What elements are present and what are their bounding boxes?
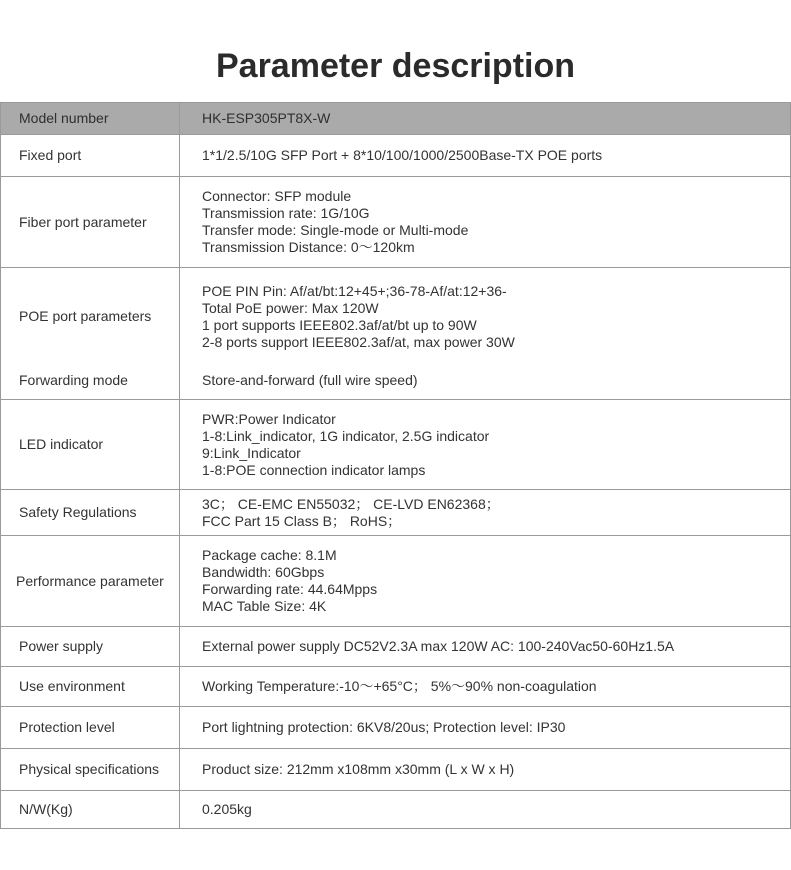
protection-value: [180, 707, 791, 749]
poe-port-line: Total PoE power: Max 120W: [202, 300, 379, 316]
poe-port-line: 2-8 ports support IEEE802.3af/at, max power 30W: [202, 334, 515, 350]
poe-forwarding-value-cell: [180, 268, 791, 400]
protection-line: Port lightning protection: 6KV8/20us; Protection level: IP30: [202, 719, 566, 735]
environment-value: [180, 667, 791, 707]
table-row-environment: [1, 667, 791, 707]
physical-label: Physical specifications: [1, 749, 180, 791]
table-row-power-supply: [1, 627, 791, 667]
model-number-label: Model number: [1, 103, 180, 135]
fiber-port-value: [180, 177, 791, 268]
environment-label: Use environment: [1, 667, 180, 707]
poe-port-value: [202, 283, 515, 351]
table-header-row: [1, 103, 791, 135]
environment-line: Working Temperature:-10～+65°C； 5%～90% non-coagulation: [202, 678, 597, 694]
led-indicator-line: 1-8:Link_indicator, 1G indicator, 2.5G indicator: [202, 427, 490, 444]
fixed-port-label: Fixed port: [1, 135, 180, 177]
page-title: Parameter description: [215, 47, 576, 85]
table-row-fiber-port: [1, 177, 791, 268]
table-row-fixed-port: [1, 135, 791, 177]
performance-line: Bandwidth: 60Gbps: [202, 564, 325, 580]
safety-label: Safety Regulations: [1, 490, 180, 536]
performance-label: Performance parameter: [1, 536, 180, 627]
power-supply-label: Power supply: [1, 627, 180, 667]
performance-value: [180, 536, 791, 627]
model-number-value: HK-ESP305PT8X-W: [180, 103, 791, 135]
table-row-weight: [1, 791, 791, 829]
fixed-port-value: [180, 135, 791, 177]
poe-port-line: POE PIN Pin: Af/at/bt:12+45+;36-78-Af/at:12+36-: [202, 283, 507, 299]
parameter-table: [0, 102, 791, 829]
safety-value: [180, 490, 791, 536]
forwarding-mode-value: Store-and-forward (full wire speed): [202, 372, 418, 388]
poe-forwarding-label-cell: [1, 268, 180, 400]
poe-port-label: POE port parameters: [19, 308, 152, 324]
performance-line: MAC Table Size: 4K: [202, 598, 327, 614]
fiber-port-label: Fiber port parameter: [1, 177, 180, 268]
table-row-performance: [1, 536, 791, 627]
fiber-port-line: Connector: SFP module: [202, 188, 352, 204]
led-indicator-line: 1-8:POE connection indicator lamps: [202, 461, 426, 478]
table-row-led-indicator: [1, 400, 791, 490]
fiber-port-line: Transmission rate: 1G/10G: [202, 205, 370, 221]
safety-line: FCC Part 15 Class B； RoHS；: [202, 512, 402, 529]
led-indicator-line: 9:Link_Indicator: [202, 444, 301, 461]
power-supply-line: External power supply DC52V2.3A max 120W AC: 100-240Vac50-60Hz1.5A: [202, 638, 675, 654]
weight-label: N/W(Kg): [1, 791, 180, 829]
led-indicator-label: LED indicator: [1, 400, 180, 490]
performance-line: Package cache: 8.1M: [202, 547, 337, 563]
fiber-port-line: Transmission Distance: 0～120km: [202, 239, 415, 255]
protection-label: Protection level: [1, 707, 180, 749]
weight-value: [180, 791, 791, 829]
safety-line: 3C； CE-EMC EN55032； CE-LVD EN62368；: [202, 495, 500, 512]
power-supply-value: [180, 627, 791, 667]
led-indicator-value: [180, 400, 791, 490]
physical-line: Product size: 212mm x108mm x30mm (L x W x H): [202, 761, 515, 777]
table-row-safety: [1, 490, 791, 536]
performance-line: Forwarding rate: 44.64Mpps: [202, 581, 378, 597]
forwarding-mode-label: Forwarding mode: [19, 372, 128, 388]
table-row-protection: [1, 707, 791, 749]
poe-port-line: 1 port supports IEEE802.3af/at/bt up to 90W: [202, 317, 477, 333]
fixed-port-line: 1*1/2.5/10G SFP Port + 8*10/100/1000/2500Base-TX POE ports: [202, 147, 603, 163]
fiber-port-line: Transfer mode: Single-mode or Multi-mode: [202, 222, 469, 238]
weight-line: 0.205kg: [202, 801, 252, 817]
table-row-poe-forwarding: [1, 268, 791, 400]
physical-value: [180, 749, 791, 791]
table-row-physical: [1, 749, 791, 791]
led-indicator-line: PWR:Power Indicator: [202, 410, 336, 427]
